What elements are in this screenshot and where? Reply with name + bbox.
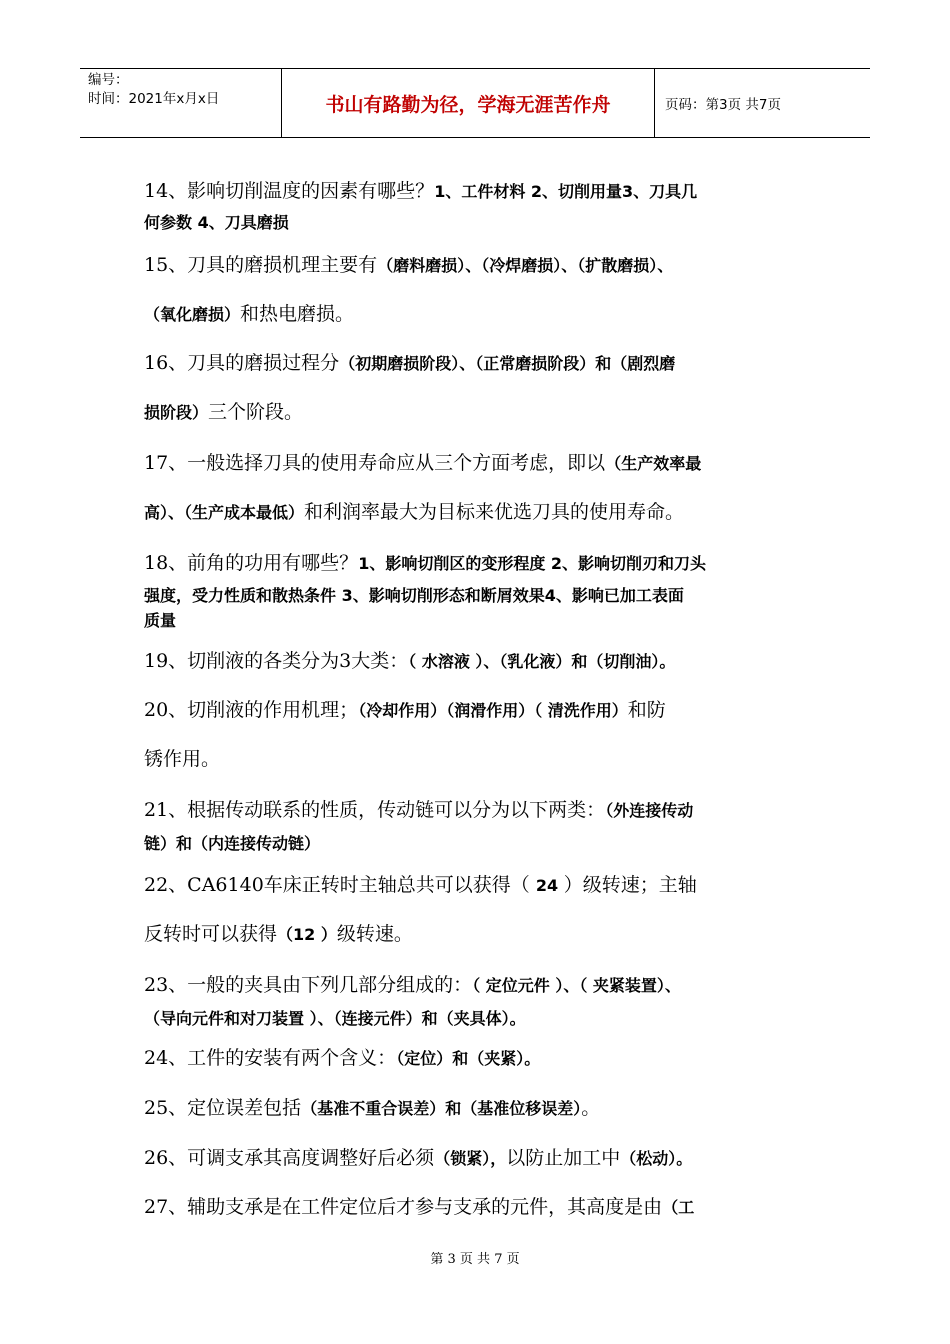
question-text: 和防 (627, 699, 666, 721)
header-page-number: 页码：第3页 共7页 (665, 97, 781, 113)
answer-text: （氧化磨损） (144, 305, 241, 324)
answer-text: （磨料磨损）、（冷焊磨损）、（扩散磨损）、 (377, 256, 674, 275)
question-text: 16、刀具的磨损过程分 (144, 352, 340, 374)
question-text: 24、工件的安装有两个含义： (144, 1047, 397, 1069)
question-text: 反转时可以获得 (144, 923, 278, 945)
header-meta (80, 69, 282, 137)
question-text: 19、切削液的各类分为3大类： (144, 650, 409, 672)
date-label: 时间：2021年x月x日 (88, 91, 220, 107)
answer-text: （松动）。 (620, 1149, 693, 1168)
text-line (144, 970, 824, 997)
question-text: 26、可调支承其高度调整好后必须 (144, 1147, 435, 1169)
answer-text: （外连接传动 (605, 801, 694, 820)
answer-text: （冷却作用）（润滑作用）（ 清洗作用） (358, 701, 628, 720)
text-line (144, 795, 824, 822)
text-line (144, 250, 824, 277)
text-line (144, 831, 824, 854)
text-line (144, 1192, 824, 1219)
answer-text: 高）、（生产成本最低） (144, 503, 305, 522)
question-text: 和热电磨损。 (240, 303, 355, 325)
text-line (144, 744, 824, 771)
text-line (144, 497, 824, 524)
answer-text: （基准不重合误差）和（基准位移误差） (301, 1099, 582, 1118)
answer-text: 强度，受力性质和散热条件 3、影响切削形态和断屑效果4、影响已加工表面 (144, 586, 684, 605)
text-line (144, 299, 824, 326)
text-line (144, 176, 824, 203)
text-line (144, 870, 824, 897)
answer-text: （12 ） (277, 925, 337, 944)
question-text: 以防止加工中 (506, 1147, 621, 1169)
answer-text: （ 定位元件 ）、（ 夹紧装置）、 (472, 976, 681, 995)
answer-text: 损阶段） (144, 403, 209, 422)
answer-text: （初期磨损阶段）、（正常磨损阶段）和（剧烈磨 (339, 354, 676, 373)
answer-text: 何参数 4、刀具磨损 (144, 213, 289, 232)
question-text: 18、前角的功用有哪些？ (144, 552, 359, 574)
question-text: ）级转速；主轴 (563, 874, 697, 896)
text-line (144, 583, 824, 606)
question-text: 三个阶段。 (208, 401, 304, 423)
page-footer: 第 3 页 共 7 页 (430, 1252, 520, 1267)
answer-text: 1、影响切削区的变形程度 2、影响切削刃和刀头 (358, 554, 707, 573)
question-text: 22、CA6140车床正转时主轴总共可以获得（ (144, 874, 536, 896)
text-line (144, 608, 824, 631)
question-text: 锈作用。 (144, 748, 221, 770)
answer-text: （ 水溶液 ）、（乳化液）和（切削油）。 (408, 652, 676, 671)
text-line (144, 210, 824, 233)
answer-text: （定位）和（夹紧）。 (396, 1049, 541, 1068)
answer-text: （工 (662, 1198, 695, 1217)
text-line (144, 646, 824, 673)
question-text: 14、影响切削温度的因素有哪些？ (144, 180, 435, 202)
answer-text: （导向元件和对刀装置 ）、（连接元件）和（夹具体）。 (144, 1009, 526, 1028)
text-line (144, 919, 824, 946)
answer-text: 链）和（内连接传动链） (144, 834, 321, 853)
question-text: 27、辅助支承是在工件定位后才参与支承的元件，其高度是由 (144, 1196, 663, 1218)
question-text: 和利润率最大为目标来优选刀具的使用寿命。 (304, 501, 685, 523)
question-text: 23、一般的夹具由下列几部分组成的： (144, 974, 473, 996)
text-line (144, 1143, 824, 1170)
question-text: 20、切削液的作用机理； (144, 699, 359, 721)
question-text: 15、刀具的磨损机理主要有 (144, 254, 378, 276)
text-line (144, 1043, 824, 1070)
answer-text: 24 (535, 876, 564, 895)
answer-text: 1、工件材料 2、切削用量3、刀具几 (434, 182, 698, 201)
answer-text: （锁紧）， (434, 1149, 507, 1168)
text-line (144, 695, 824, 722)
text-line (144, 1006, 824, 1029)
question-text: 。 (581, 1097, 601, 1119)
answer-text: 质量 (144, 611, 177, 630)
question-text: 级转速。 (336, 923, 413, 945)
header-motto: 书山有路勤为径，学海无涯苦作舟 (282, 69, 655, 137)
text-line (144, 548, 824, 575)
text-line (144, 1093, 824, 1120)
question-text: 17、一般选择刀具的使用寿命应从三个方面考虑，即以 (144, 452, 606, 474)
text-line (144, 448, 824, 475)
text-line (144, 348, 824, 375)
number-label: 编号： (88, 72, 129, 88)
question-text: 21、根据传动联系的性质，传动链可以分为以下两类： (144, 799, 606, 821)
text-line (144, 397, 824, 424)
question-text: 25、定位误差包括 (144, 1097, 302, 1119)
page-header (80, 68, 870, 138)
answer-text: （生产效率最 (605, 454, 702, 473)
